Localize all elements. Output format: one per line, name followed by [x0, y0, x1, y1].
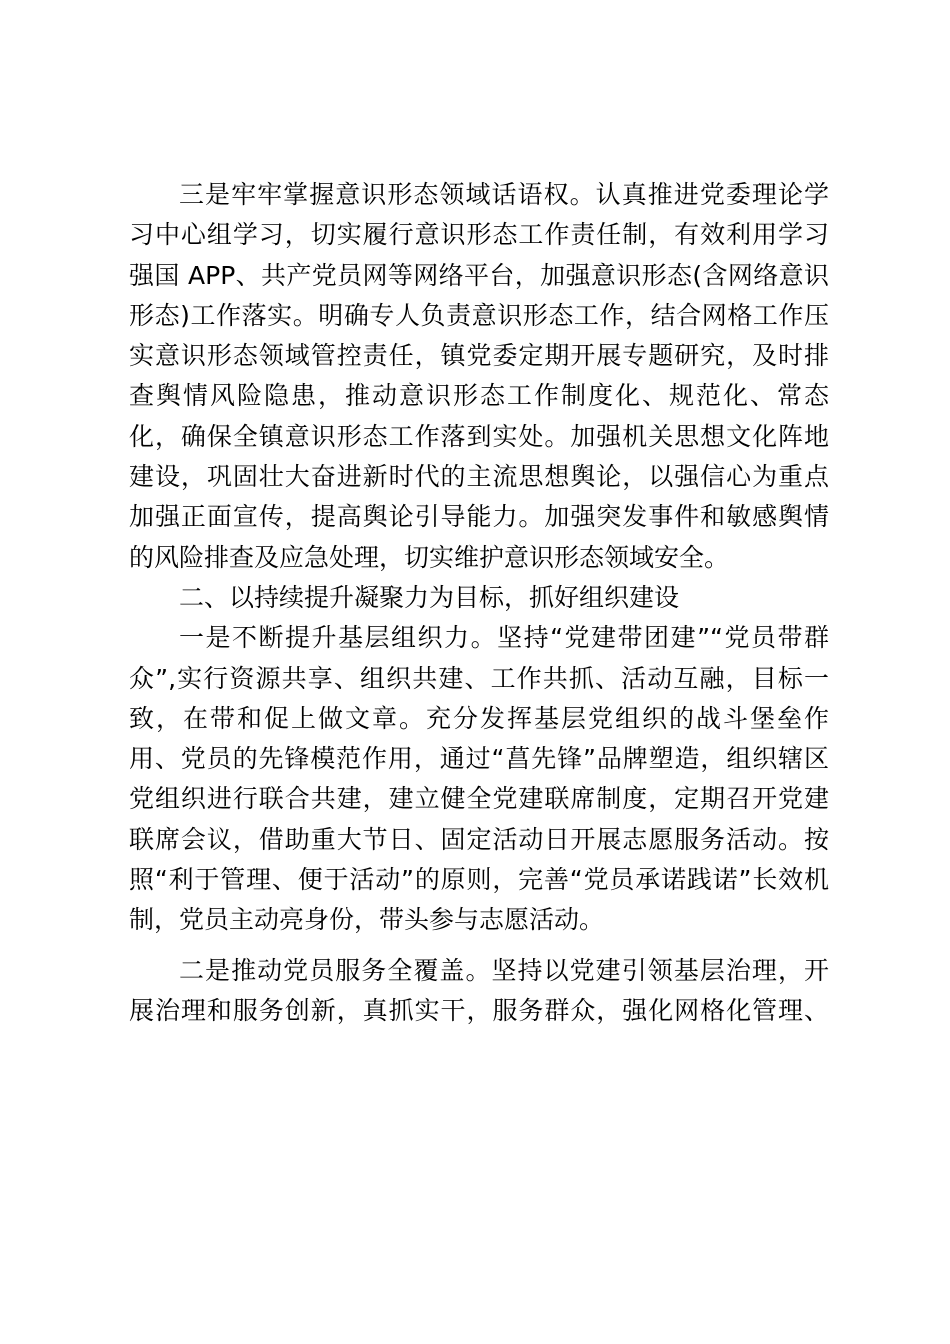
text-line: 实意识形态领域管控责任，镇党委定期开展专题研究，及时排: [129, 341, 829, 371]
paragraph-service: [129, 951, 829, 1032]
text-line: 照“利于管理、便于活动”的原则，完善“党员承诺践诺”长效机: [129, 865, 829, 895]
text-line: 强国 APP、共产党员网等网络平台，加强意识形态(含网络意识: [129, 260, 829, 290]
text-line: 建设，巩固壮大奋进新时代的主流思想舆论，以强信心为重点: [129, 462, 829, 492]
document-body: [129, 175, 829, 1031]
paragraph-ideology: [129, 175, 829, 578]
text-line: 加强正面宣传，提高舆论引导能力。加强突发事件和敏感舆情: [129, 502, 829, 532]
text-line: 的风险排查及应急处理，切实维护意识形态领域安全。: [129, 542, 730, 572]
section-heading-organization: [129, 578, 829, 618]
text-line: 联席会议，借助重大节日、固定活动日开展志愿服务活动。按: [129, 824, 829, 854]
text-line: 用、党员的先锋模范作用，通过“菖先锋”品牌塑造，组织辖区: [129, 744, 829, 774]
text-line: 一是不断提升基层组织力。坚持“党建带团建”“党员带群: [179, 623, 829, 653]
text-line: 党组织进行联合共建，建立健全党建联席制度，定期召开党建: [129, 784, 829, 814]
paragraph-grassroots: [129, 618, 829, 940]
section-heading: 二、以持续提升凝聚力为目标，抓好组织建设: [179, 582, 680, 612]
text-line: 制，党员主动亮身份，带头参与志愿活动。: [129, 905, 605, 935]
text-line: 二是推动党员服务全覆盖。坚持以党建引领基层治理，开: [179, 955, 829, 985]
text-line: 化，确保全镇意识形态工作落到实处。加强机关思想文化阵地: [129, 421, 829, 451]
text-line: 形态)工作落实。明确专人负责意识形态工作，结合网格工作压: [129, 300, 829, 330]
text-line: 三是牢牢掌握意识形态领域话语权。认真推进党委理论学: [179, 180, 829, 209]
text-line: 众”,实行资源共享、组织共建、工作共抓、活动互融，目标一: [129, 663, 829, 693]
text-line: 致，在带和促上做文章。充分发挥基层党组织的战斗堡垒作: [129, 703, 829, 733]
text-line: 查舆情风险隐患，推动意识形态工作制度化、规范化、常态: [129, 381, 829, 411]
text-line: 展治理和服务创新，真抓实干，服务群众，强化网格化管理、: [129, 995, 829, 1025]
text-line: 习中心组学习，切实履行意识形态工作责任制，有效利用学习: [129, 220, 829, 250]
